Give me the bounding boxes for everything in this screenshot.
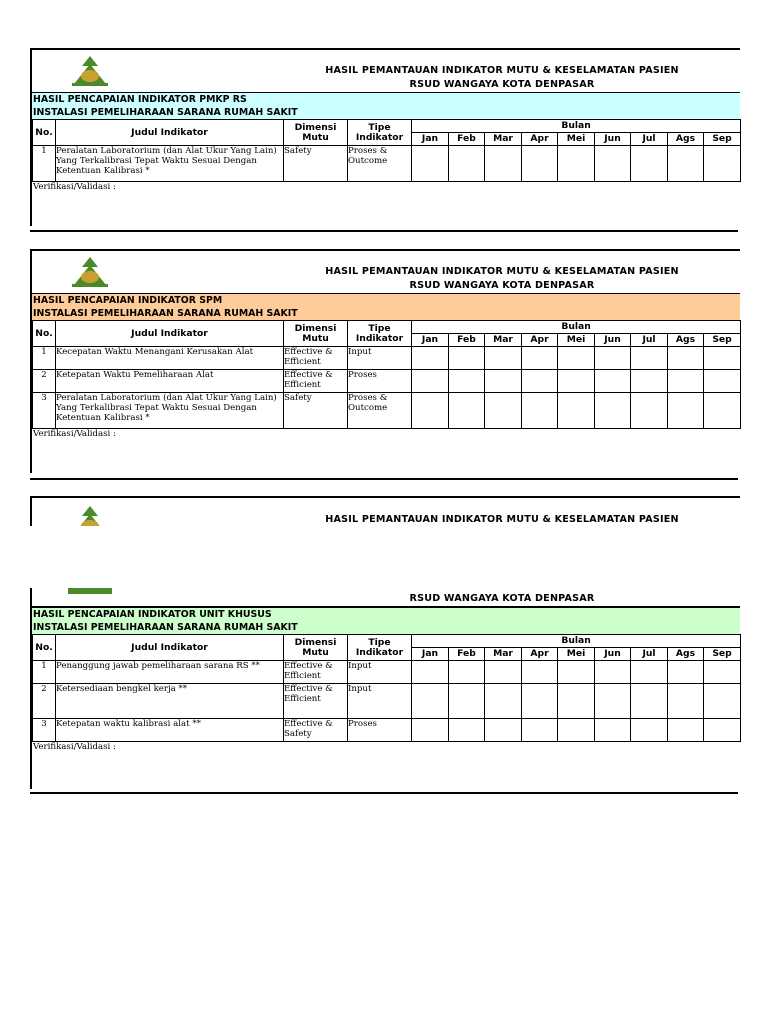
row-tipe: Input xyxy=(348,684,412,719)
row-judul: Peralatan Laboratorium (dan Alat Ukur Yang Lain) Yang Terkalibrasi Tepat Waktu Sesuai Dengan Ketentuan Kalibrasi * xyxy=(56,146,284,182)
col-bulan: Bulan xyxy=(412,635,741,648)
month-cell[interactable] xyxy=(449,684,485,719)
month-cell[interactable] xyxy=(485,370,522,393)
row-no: 1 xyxy=(33,146,56,182)
row-tipe: Input xyxy=(348,347,412,370)
month-cell[interactable] xyxy=(595,370,631,393)
month-mei: Mei xyxy=(558,133,595,146)
table-row xyxy=(33,347,741,370)
indicator-band-spm xyxy=(32,293,740,320)
month-cell[interactable] xyxy=(595,661,631,684)
month-cell[interactable] xyxy=(485,661,522,684)
indicator-band-unit xyxy=(32,606,740,634)
month-cell[interactable] xyxy=(485,146,522,182)
month-cell[interactable] xyxy=(558,146,595,182)
hospital-logo-icon xyxy=(68,54,112,88)
row-no: 1 xyxy=(33,661,56,684)
report-title: HASIL PEMANTAUAN INDIKATOR MUTU & KESELAMATAN PASIEN xyxy=(325,514,679,525)
table-row xyxy=(33,393,741,429)
month-cell[interactable] xyxy=(485,347,522,370)
band-subtitle: INSTALASI PEMELIHARAAN SARANA RUMAH SAKIT xyxy=(33,308,298,319)
month-feb: Feb xyxy=(449,334,485,347)
col-no: No. xyxy=(33,635,56,661)
month-cell[interactable] xyxy=(522,719,558,742)
month-cell[interactable] xyxy=(668,719,704,742)
month-jul: Jul xyxy=(631,648,668,661)
month-jun: Jun xyxy=(595,133,631,146)
month-ags: Ags xyxy=(668,334,704,347)
row-dimensi: Effective & Safety xyxy=(284,719,348,742)
month-cell[interactable] xyxy=(631,393,668,429)
month-cell[interactable] xyxy=(412,684,449,719)
form-unit-khusus-body xyxy=(30,588,740,789)
row-judul: Ketersediaan bengkel kerja ** xyxy=(56,684,284,719)
col-no: No. xyxy=(33,120,56,146)
row-no: 2 xyxy=(33,684,56,719)
month-cell[interactable] xyxy=(522,347,558,370)
form-unit-khusus xyxy=(30,496,740,526)
row-tipe: Proses xyxy=(348,719,412,742)
month-cell[interactable] xyxy=(558,661,595,684)
hospital-name: RSUD WANGAYA KOTA DENPASAR xyxy=(409,280,595,291)
col-no: No. xyxy=(33,321,56,347)
row-dimensi: Safety xyxy=(284,393,348,429)
month-cell[interactable] xyxy=(485,393,522,429)
month-sep: Sep xyxy=(704,648,741,661)
month-cell[interactable] xyxy=(412,393,449,429)
row-tipe: Proses & Outcome xyxy=(348,146,412,182)
col-bulan: Bulan xyxy=(412,321,741,334)
month-cell[interactable] xyxy=(485,684,522,719)
month-cell[interactable] xyxy=(412,370,449,393)
form-bottom-border xyxy=(30,230,738,232)
col-judul: Judul Indikator xyxy=(56,321,284,347)
month-cell[interactable] xyxy=(558,684,595,719)
form-spm xyxy=(30,249,740,473)
col-judul: Judul Indikator xyxy=(56,635,284,661)
month-cell[interactable] xyxy=(449,661,485,684)
month-cell[interactable] xyxy=(522,370,558,393)
table-row xyxy=(33,146,741,182)
month-cell[interactable] xyxy=(704,370,741,393)
month-jun: Jun xyxy=(595,334,631,347)
indicator-band-pmkp xyxy=(32,92,740,119)
col-tipe: Tipe Indikator xyxy=(348,120,412,146)
col-dimensi: Dimensi Mutu xyxy=(284,321,348,347)
month-mei: Mei xyxy=(558,334,595,347)
month-cell[interactable] xyxy=(704,684,741,719)
month-cell[interactable] xyxy=(631,370,668,393)
row-tipe: Proses xyxy=(348,370,412,393)
row-no: 2 xyxy=(33,370,56,393)
month-mei: Mei xyxy=(558,648,595,661)
row-dimensi: Safety xyxy=(284,146,348,182)
indicator-table xyxy=(32,119,741,182)
month-cell[interactable] xyxy=(485,719,522,742)
month-cell[interactable] xyxy=(668,661,704,684)
month-apr: Apr xyxy=(522,648,558,661)
row-dimensi: Effective & Efficient xyxy=(284,347,348,370)
band-title: HASIL PENCAPAIAN INDIKATOR UNIT KHUSUS xyxy=(33,609,272,620)
month-cell[interactable] xyxy=(595,719,631,742)
hospital-name: RSUD WANGAYA KOTA DENPASAR xyxy=(409,593,595,604)
month-cell[interactable] xyxy=(412,146,449,182)
form-header xyxy=(32,50,740,92)
row-no: 3 xyxy=(33,393,56,429)
month-cell[interactable] xyxy=(631,661,668,684)
col-dimensi: Dimensi Mutu xyxy=(284,635,348,661)
row-judul: Penanggung jawab pemeliharaan sarana RS ** xyxy=(56,661,284,684)
indicator-table xyxy=(32,320,741,429)
col-tipe: Tipe Indikator xyxy=(348,635,412,661)
row-no: 3 xyxy=(33,719,56,742)
month-cell[interactable] xyxy=(704,661,741,684)
band-title: HASIL PENCAPAIAN INDIKATOR PMKP RS xyxy=(33,94,247,105)
month-cell[interactable] xyxy=(412,661,449,684)
month-cell[interactable] xyxy=(631,684,668,719)
table-row xyxy=(33,370,741,393)
month-cell[interactable] xyxy=(595,347,631,370)
month-mar: Mar xyxy=(485,648,522,661)
month-cell[interactable] xyxy=(449,370,485,393)
hospital-name: RSUD WANGAYA KOTA DENPASAR xyxy=(409,79,595,90)
row-judul: Peralatan Laboratorium (dan Alat Ukur Yang Lain) Yang Terkalibrasi Tepat Waktu Sesuai Dengan Ketentuan Kalibrasi * xyxy=(56,393,284,429)
month-cell[interactable] xyxy=(631,146,668,182)
month-cell[interactable] xyxy=(595,684,631,719)
month-cell[interactable] xyxy=(558,370,595,393)
hospital-logo-icon xyxy=(68,504,112,526)
month-feb: Feb xyxy=(449,133,485,146)
form-header xyxy=(32,588,740,606)
month-apr: Apr xyxy=(522,334,558,347)
month-feb: Feb xyxy=(449,648,485,661)
month-cell[interactable] xyxy=(595,393,631,429)
col-judul: Judul Indikator xyxy=(56,120,284,146)
row-dimensi: Effective & Efficient xyxy=(284,370,348,393)
month-jul: Jul xyxy=(631,133,668,146)
month-cell[interactable] xyxy=(449,347,485,370)
month-apr: Apr xyxy=(522,133,558,146)
table-row xyxy=(33,684,741,719)
row-tipe: Input xyxy=(348,661,412,684)
col-dimensi: Dimensi Mutu xyxy=(284,120,348,146)
verification-label: Verifikasi/Validasi : xyxy=(33,182,116,192)
month-cell[interactable] xyxy=(704,347,741,370)
form-header xyxy=(32,251,740,293)
form-bottom-border xyxy=(30,792,738,794)
month-cell[interactable] xyxy=(595,146,631,182)
month-cell[interactable] xyxy=(522,661,558,684)
month-sep: Sep xyxy=(704,133,741,146)
row-judul: Ketepatan Waktu Pemeliharaan Alat xyxy=(56,370,284,393)
month-jan: Jan xyxy=(412,334,449,347)
month-cell[interactable] xyxy=(522,684,558,719)
verification-label: Verifikasi/Validasi : xyxy=(33,742,116,752)
verification-label: Verifikasi/Validasi : xyxy=(33,429,116,439)
month-ags: Ags xyxy=(668,133,704,146)
month-cell[interactable] xyxy=(449,393,485,429)
col-tipe: Tipe Indikator xyxy=(348,321,412,347)
month-mar: Mar xyxy=(485,133,522,146)
table-row xyxy=(33,719,741,742)
hospital-logo-icon xyxy=(68,255,112,289)
month-jan: Jan xyxy=(412,648,449,661)
month-cell[interactable] xyxy=(631,719,668,742)
band-title: HASIL PENCAPAIAN INDIKATOR SPM xyxy=(33,295,223,306)
month-cell[interactable] xyxy=(412,347,449,370)
report-title: HASIL PEMANTAUAN INDIKATOR MUTU & KESELAMATAN PASIEN xyxy=(325,266,679,277)
row-judul: Ketepatan waktu kalibrasi alat ** xyxy=(56,719,284,742)
month-mar: Mar xyxy=(485,334,522,347)
form-bottom-border xyxy=(30,478,738,480)
month-cell[interactable] xyxy=(668,393,704,429)
month-cell[interactable] xyxy=(704,393,741,429)
month-cell[interactable] xyxy=(449,719,485,742)
indicator-table xyxy=(32,634,741,742)
month-sep: Sep xyxy=(704,334,741,347)
month-cell[interactable] xyxy=(668,370,704,393)
month-jun: Jun xyxy=(595,648,631,661)
form-pmkp xyxy=(30,48,740,226)
report-title: HASIL PEMANTAUAN INDIKATOR MUTU & KESELAMATAN PASIEN xyxy=(325,65,679,76)
row-no: 1 xyxy=(33,347,56,370)
month-jul: Jul xyxy=(631,334,668,347)
col-bulan: Bulan xyxy=(412,120,741,133)
month-ags: Ags xyxy=(668,648,704,661)
month-cell[interactable] xyxy=(522,146,558,182)
month-cell[interactable] xyxy=(558,347,595,370)
row-judul: Kecepatan Waktu Menangani Kerusakan Alat xyxy=(56,347,284,370)
table-row xyxy=(33,661,741,684)
month-jan: Jan xyxy=(412,133,449,146)
row-dimensi: Effective & Efficient xyxy=(284,661,348,684)
row-dimensi: Effective & Efficient xyxy=(284,684,348,719)
month-cell[interactable] xyxy=(449,146,485,182)
month-cell[interactable] xyxy=(558,719,595,742)
month-cell[interactable] xyxy=(668,347,704,370)
month-cell[interactable] xyxy=(668,146,704,182)
month-cell[interactable] xyxy=(558,393,595,429)
month-cell[interactable] xyxy=(522,393,558,429)
row-tipe: Proses & Outcome xyxy=(348,393,412,429)
month-cell[interactable] xyxy=(631,347,668,370)
band-subtitle: INSTALASI PEMELIHARAAN SARANA RUMAH SAKIT xyxy=(33,107,298,118)
hospital-logo-base xyxy=(68,588,112,594)
band-subtitle: INSTALASI PEMELIHARAAN SARANA RUMAH SAKIT xyxy=(33,622,298,633)
month-cell[interactable] xyxy=(704,146,741,182)
month-cell[interactable] xyxy=(668,684,704,719)
month-cell[interactable] xyxy=(704,719,741,742)
month-cell[interactable] xyxy=(412,719,449,742)
